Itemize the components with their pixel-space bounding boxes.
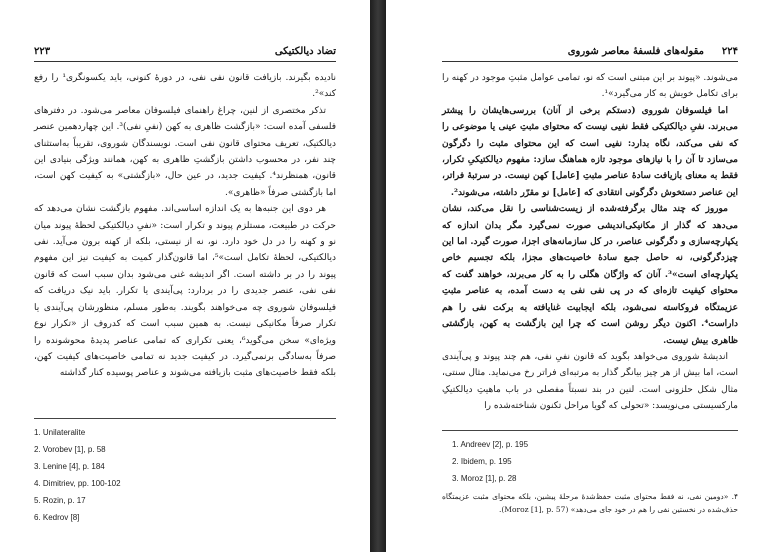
footnote-rule [34,418,336,419]
footnote: 3. Moroz [1], p. 28 [452,474,517,483]
footnote: 1. Unilateralite [34,428,86,437]
paragraph: هر دوی این جنبه‌ها به یک اندازه اساسی‌اند. مفهوم بازگشت نشان می‌دهد که حرکت در طبیعت، مستلزم پیوند و تکرار است: «نفیِ دیالکتیکی لحظهٔ پیوند میان نو و کهنه را در دل خود دارد. نو، نه از نیستی، بلکه از کهنه برون می‌آید. نفی دیالکتیکی، لحظهٔ تکامل است»⁵، اما قانون‌گذار کمیت به کیفیت نیز این مفهوم پیوند را در بر داشته است. اگر اندیشه غنی می‌شود بدان سبب است که قانون نفی نفی، عنصر جدیدی را در بردارد: پی‌آیندی یا تکرار. باید نیک دریافت که فیلسوفان شوروی چه می‌خواهند بگویند. به‌طور مسلم، منظورشان پی‌آیندی یا تکرار صرفاً مکانیکی نیست. به همین سبب است که کدروف از «تکرار نوع ویژه‌ای» سخن می‌گوید⁶، یعنی تکراری که تمامی عناصر پدیدهٔ محوشونده را صرفاً به‌سادگی برنمی‌گیرد. در کیفیت جدید نه تمامی خاصیت‌های کیفیت کهن، بلکه فقط خاصیت‌های مثبت بازیافته می‌شوند و عناصر پوسیده کنار گذاشته [34,204,336,379]
page-number: ۲۲۳ [34,46,51,57]
header-rule [442,61,738,62]
paragraph: می‌شوند. «پیوند بر این مبتنی است که نو، تمامی عوامل مثبتِ موجود در کهنه را برای تکامل خویش به کار می‌گیرد»¹. [442,73,738,100]
footnote: 3. Lenine [4], p. 184 [34,462,105,471]
body-text [442,70,738,415]
footnote-rule [442,430,738,431]
paragraph: اندیشهٔ شوروی می‌خواهد بگوید که قانون نفیِ نفی، هم چند پیوند و پی‌آیندی است، اما بیش از هر چیز بیانگر گذار به مرتبه‌ای فراتر رخ می‌نماید. مثال سنتی، مثال شکل حلزونی است. لنین در بند نسبتاً مفصلی در باب ماهیتِ دیالکتیکِ مارکسیستی می‌نویسد: «تحولی که گویا مراحل تکنون شناخته‌شده را [442,351,738,412]
footnote: 6. Kedrov [8] [34,513,80,522]
running-head: تضاد دیالکتیکی [274,46,336,57]
left-page [0,0,370,552]
paragraph: نادیده بگیرند. بازیافت قانون نفی نفی، در دورهٔ کنونی، باید یکسونگری¹ را رفع کند»². [34,73,336,100]
page-number: ۲۲۴ [721,46,738,57]
paragraph: موروز که چند مثال برگرفته‌شده از زیست‌شناسی را نقل می‌کند، نشان می‌دهد که گذار از مکانیکی‌اندیشی صورت نمی‌گیرد مگر بدان اندازه که یکپارچه‌سازی و دگرگونی عناصر، در کل سازمانه‌های اجزا، صورت گیرد. اما این چیزدگرگونی، نه حاصل جمع سادهٔ خاصیت‌های مجزا، بلکه تجسیم خاص یکپارچه‌ای است»³. آنان که واژگان هگلی را به کار می‌برند، خواهند گفت که محتوای کیفیت تازه‌ای که در پی نفی نفی به دست آمده، به عناصر مثبتِ عزیمتگاه فروکاسته نمی‌شود، بلکه ایجابیت غنایافته به برکت نفی را هم داراست⁴. اکنون دیگر روشن است که چرا این بازگشت به کهن، بازگشتی ظاهری بیش نیست. [442,204,738,346]
paragraph: اما فیلسوفان شوروی (دستکم برخی از آنان) بررسی‌هایشان را پیشتر می‌برند. نفیِ دیالکتیکی فقط نفیی نیست که محتوای مثبتِ عینی یا موضوعی را که نفی می‌کند، نگاه بدارد: نفیی است که این محتوای مثبت را دگرگون می‌سازد تا آن را با نیازهای موجود تازه هماهنگ سازد: مفهوم دیالکتیکیِ تکرار، فقط به معنای بازیافت سادهٔ عناصر مثبتِ [عامل] کهن نیست. در سرتبهٔ فراتر، این عناصر دستخوش دگرگونی انتقادی که [عامل] نو مقرّر داشته، می‌شوند². [442,105,738,198]
footnote-note: ۴. «دومین نفی، نه فقط محتوای مثبت حفظ‌شدهٔ مرحلهٔ پیشین، بلکه محتوای مثبت عزیمتگاه حذف‌شده در نخستین نفی را هم در خود جای می‌دهد» (Moroz [1], p. 57). [442,492,738,514]
footnote: 2. Ibidem, p. 195 [452,457,512,466]
footnote-list [452,436,528,487]
paragraph: تذکر مختصری از لنین، چراغ راهنمای فیلسوفان معاصر می‌شود. در دفترهای فلسفی آمده است: «بازگشت ظاهری به کهن (نفیِ نفی)³. این چهاردهمین عنصر دیالکتیک، تعریف محتوای قانون نفی است. نویسندگان شوروی، تقریباً به‌استثنای چند نفر، در محسوب داشتن بازگشتِ ظاهری به کهن، همانند ویژگی بنیادی این قانون، همنظرند⁴. کیفیت جدید، در عین حال، «بازگشتی» به کیفیت کهن است، اما بازگشتی صرفاً «ظاهری». [34,105,336,198]
header-rule [34,61,336,62]
footnote: 4. Dimitriev, pp. 100-102 [34,479,121,488]
right-page [386,0,768,552]
book-gutter [370,0,386,552]
footnote: 2. Vorobev [1], p. 58 [34,445,106,454]
body-text [34,70,336,382]
footnote-list [34,424,121,526]
footnote: 1. Andreev [2], p. 195 [452,440,529,449]
running-head: مقوله‌های فلسفهٔ معاصر شوروی [567,46,704,57]
footnote: 5. Rozin, p. 17 [34,496,86,505]
